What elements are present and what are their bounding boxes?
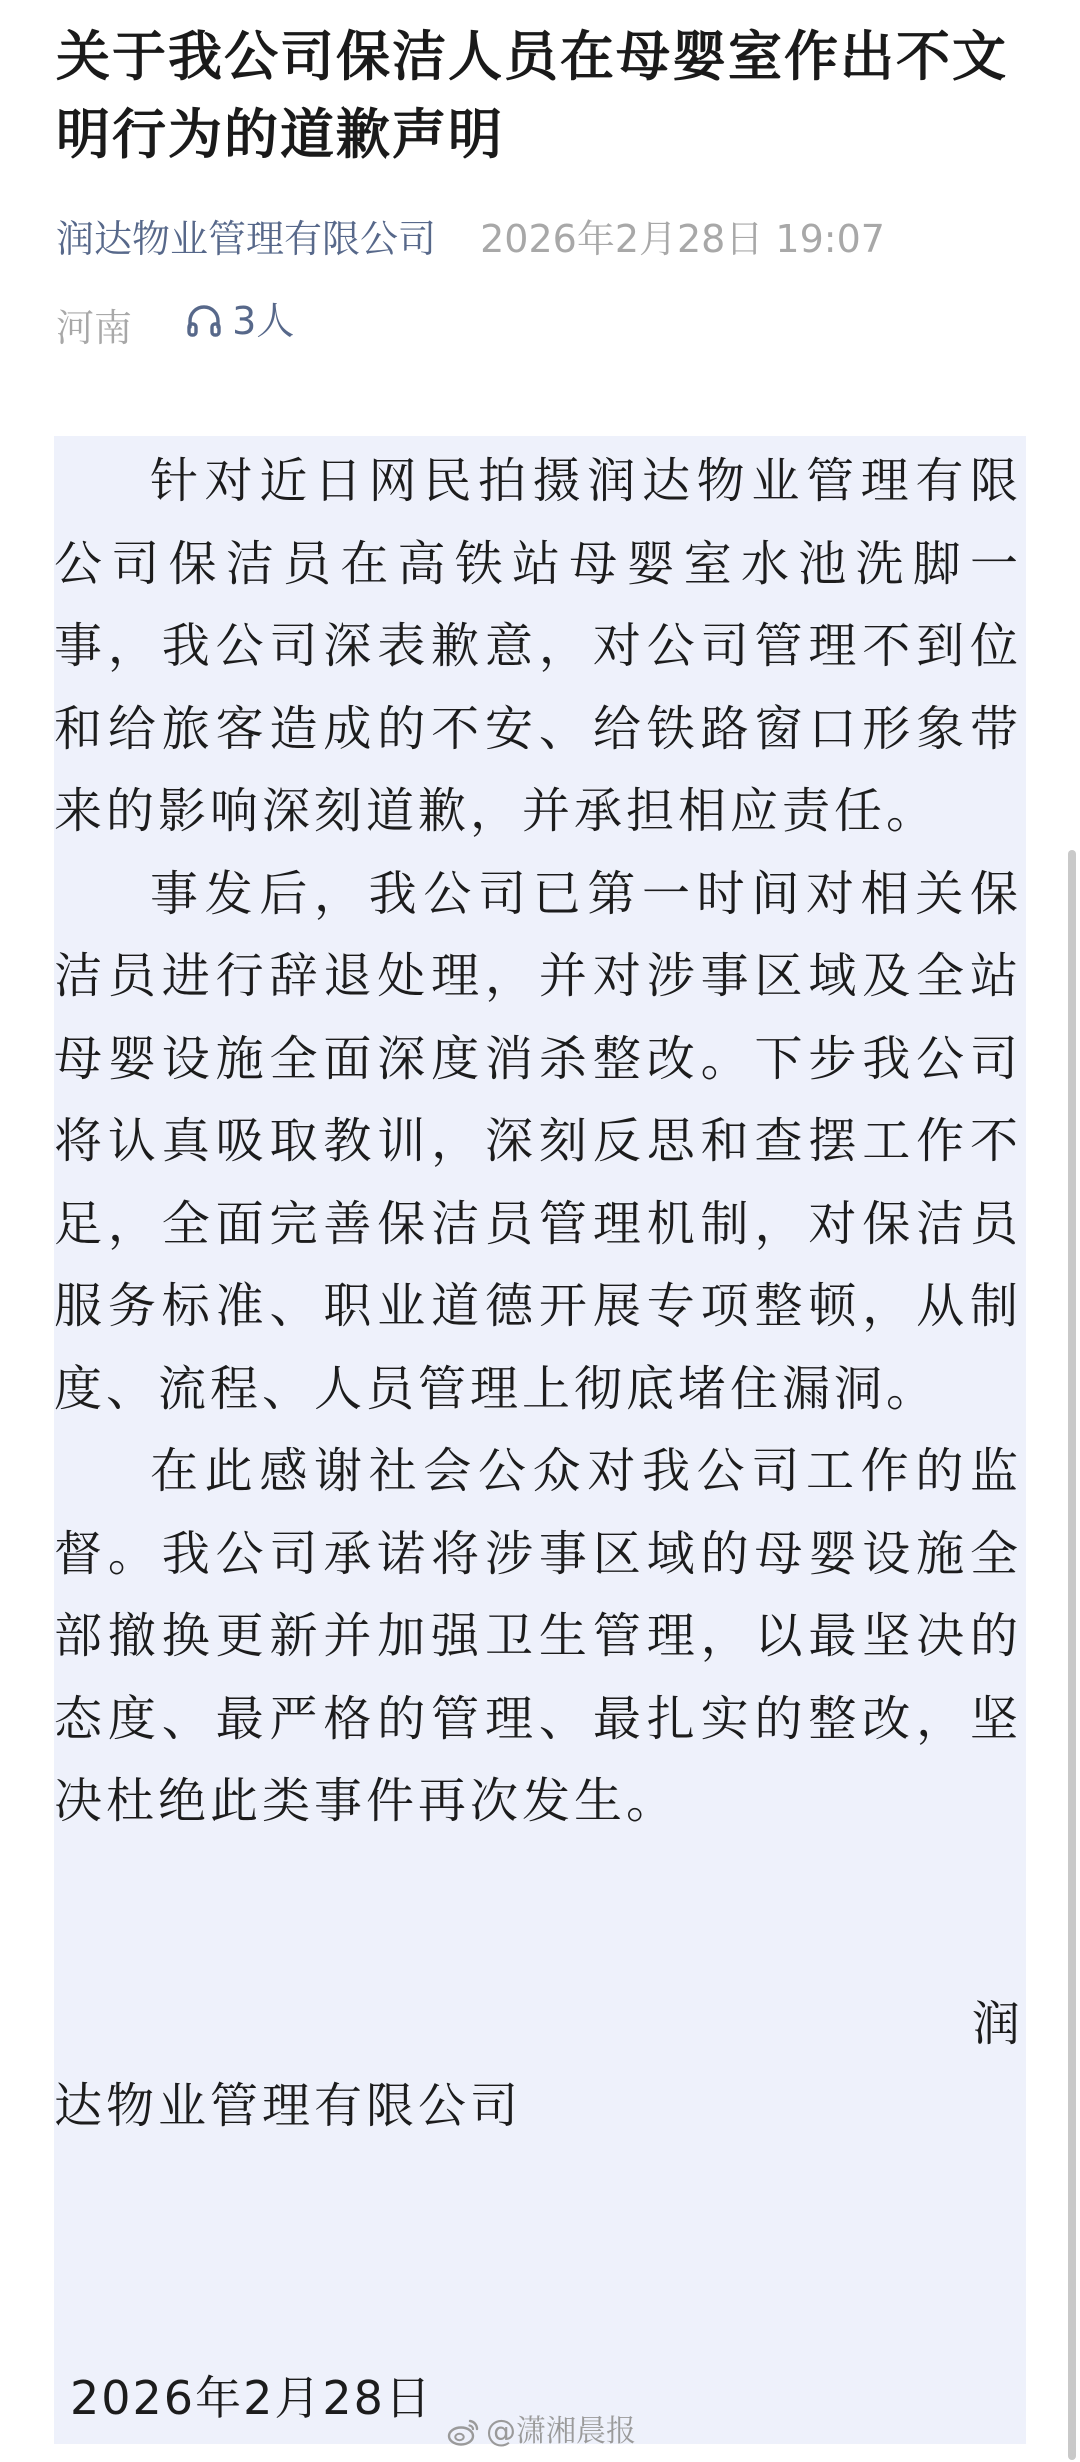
- meta-row-region: [56, 296, 294, 353]
- watermark-text: @潇湘晨报: [486, 2414, 636, 2449]
- meta-row-publisher: [56, 214, 885, 264]
- page-title: 关于我公司保洁人员在母婴室作出不文明行为的道歉声明: [56, 25, 1008, 166]
- signature-date: 2026年2月28日: [70, 2371, 433, 2425]
- watermark: [446, 2412, 636, 2452]
- listen-count: 3人: [232, 299, 295, 343]
- article-text: [54, 440, 1025, 2148]
- article-paragraph: 事发后，我公司已第一时间对相关保洁员进行辞退处理，并对涉事区域及全站母婴设施全面深度消杀整改。下步我公司将认真吸取教训，深刻反思和查摆工作不足，全面完善保洁员管理机制，对保洁员服务标准、职业道德开展专项整顿，从制度、流程、人员管理上彻底堵住漏洞。: [54, 865, 1022, 1417]
- weibo-icon: [446, 2417, 480, 2447]
- region-label: 河南: [56, 306, 133, 350]
- publish-time: 2026年2月28日 19:07: [480, 217, 885, 261]
- scrollbar[interactable]: [1068, 850, 1076, 2460]
- article-paragraph: 在此感谢社会公众对我公司工作的监督。我公司承诺将涉事区域的母婴设施全部撤换更新并加强卫生管理，以最坚决的态度、最严格的管理、最扎实的整改，坚决杜绝此类事件再次发生。: [54, 1443, 1022, 1829]
- article-body: [54, 436, 1026, 2444]
- headphones-icon: [184, 301, 224, 341]
- publisher-link[interactable]: 润达物业管理有限公司: [56, 217, 437, 261]
- article-paragraph: 针对近日网民拍摄润达物业管理有限公司保洁员在高铁站母婴室水池洗脚一事，我公司深表歉意，对公司管理不到位和给旅客造成的不安、给铁路窗口形象带来的影响深刻道歉，并承担相应责任。: [54, 453, 1022, 839]
- listen-button[interactable]: [184, 296, 294, 346]
- signature-company: 润达物业管理有限公司: [54, 1995, 1025, 2134]
